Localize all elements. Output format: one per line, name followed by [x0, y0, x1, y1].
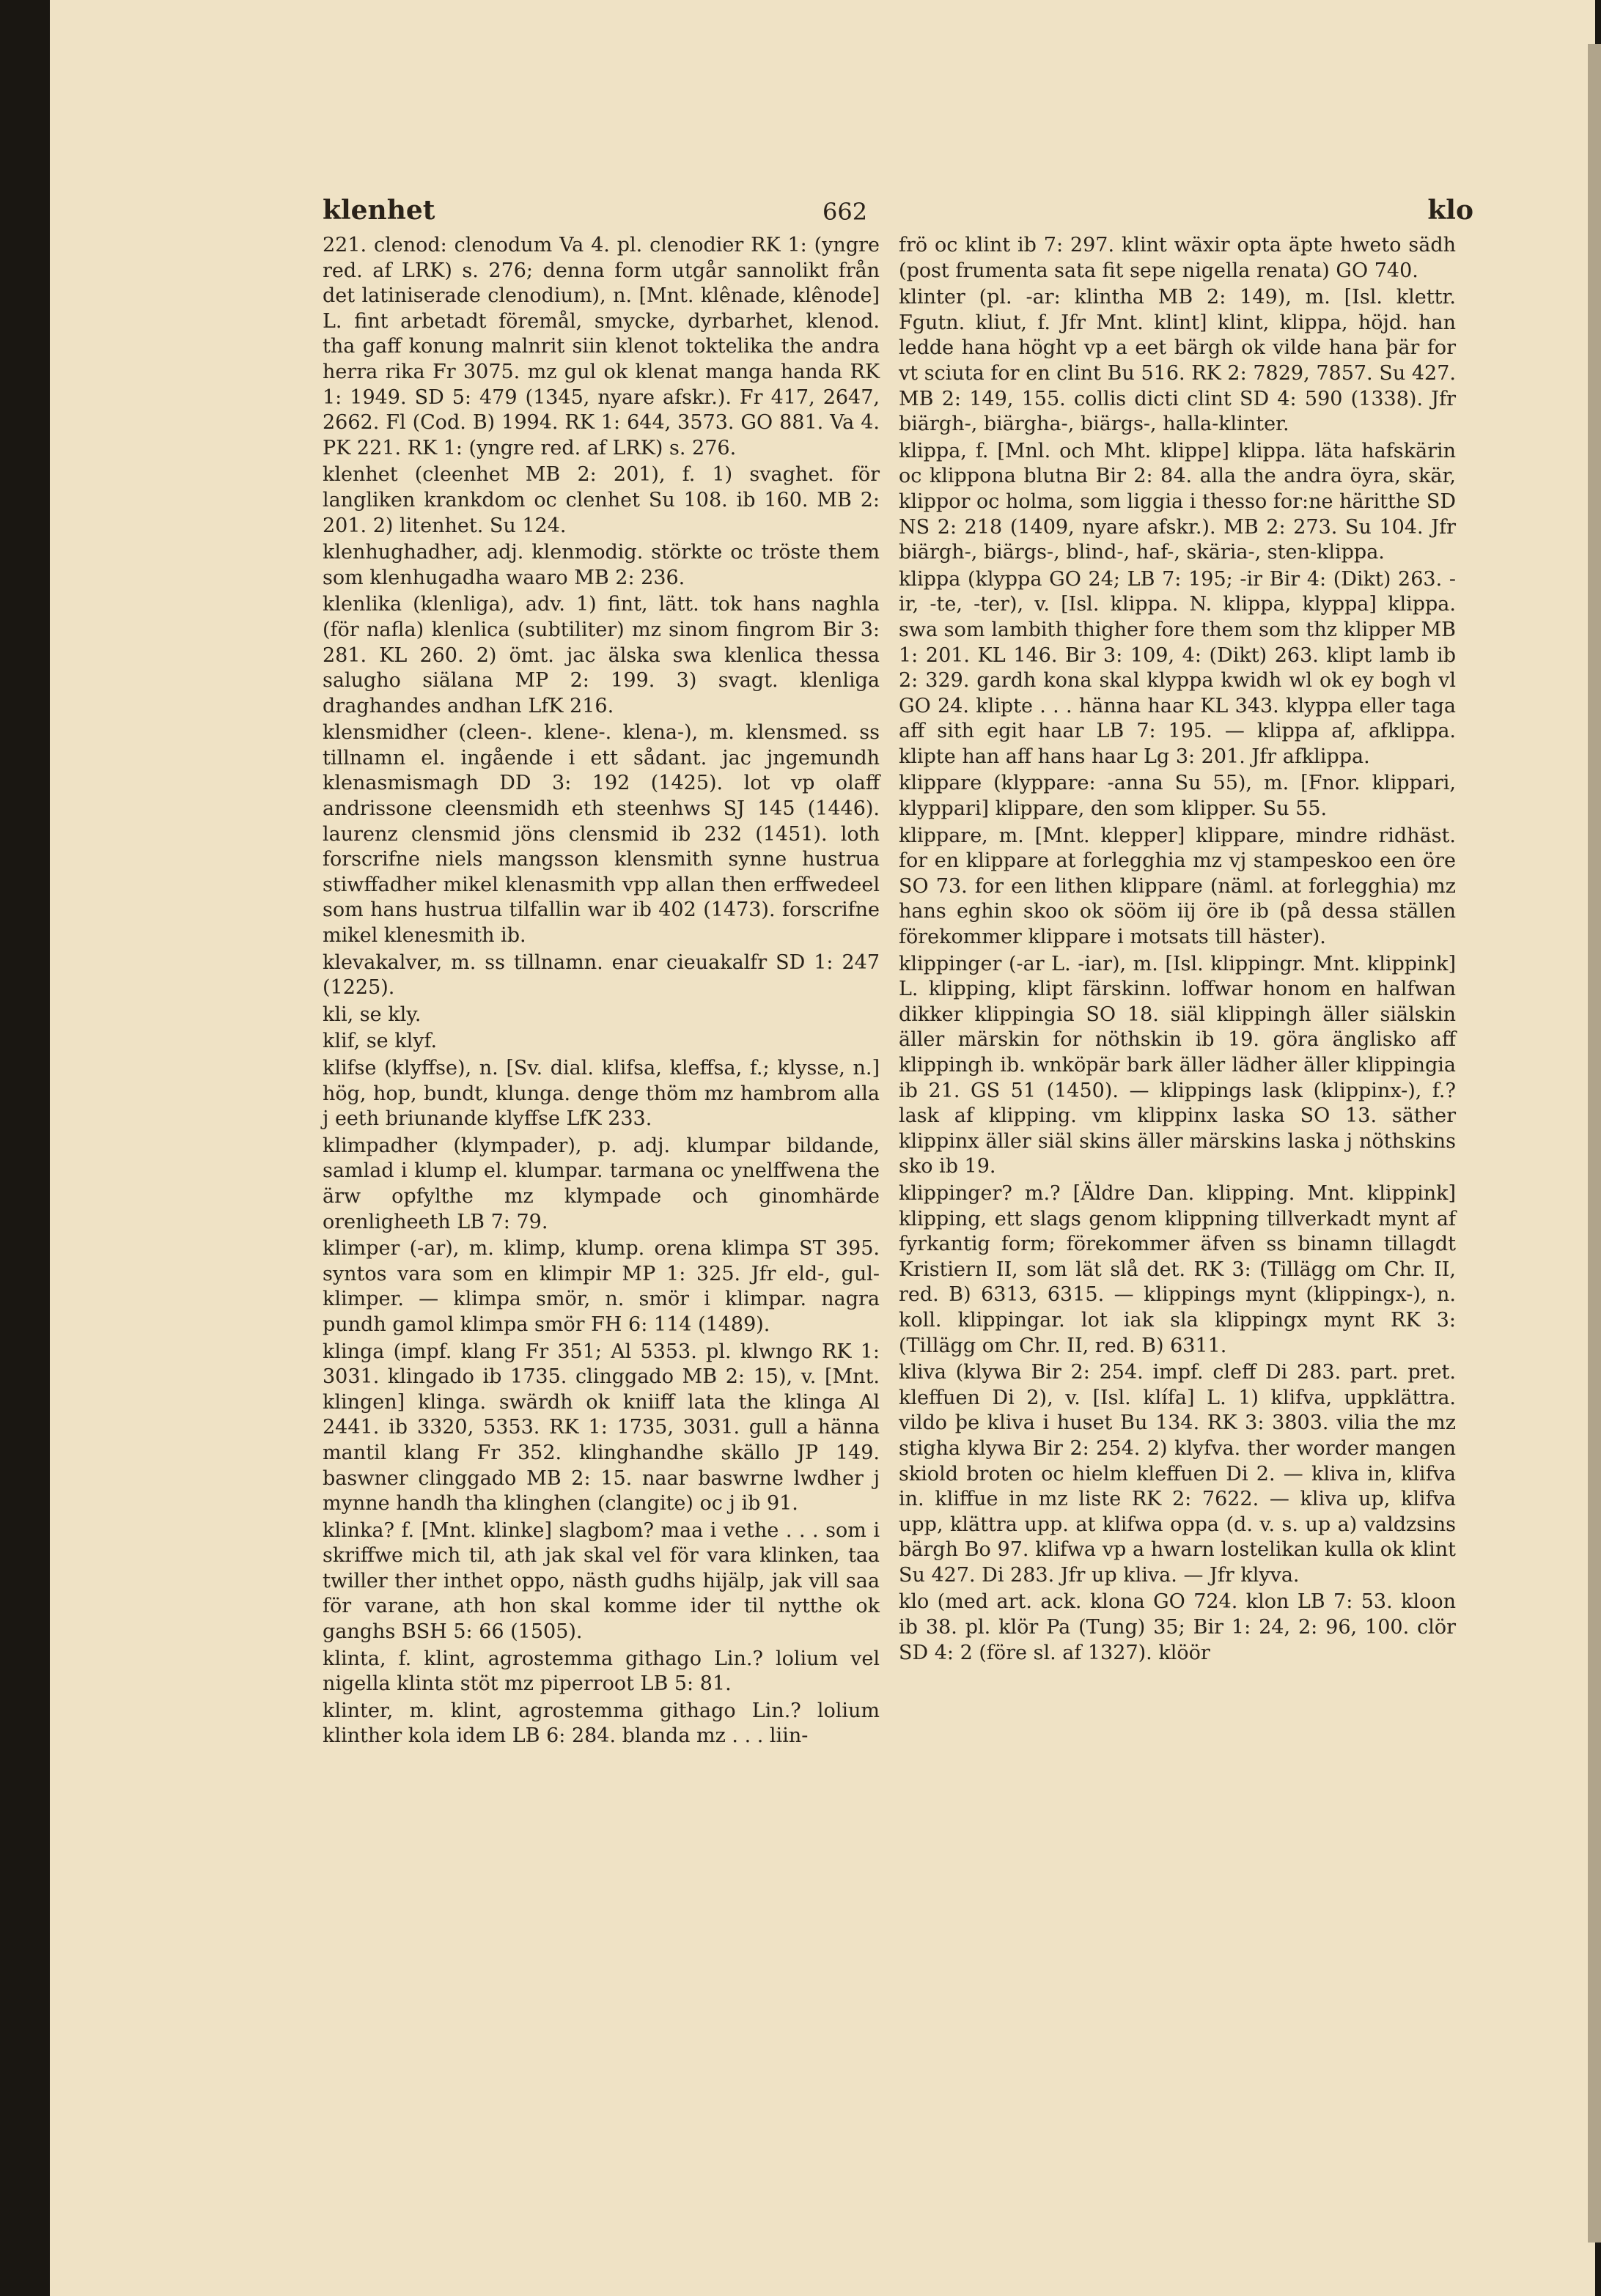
entry-klinga: klinga (impf. klang Fr 351; Al 5353. pl. klwngo RK 1: 3031. klingado ib 1735. clinggado MB 2: 15), v. [Mnt. klingen] klinga. swärdh ok kniiff lata the klinga Al 2441. ib 3320, 5353. RK 1: 1735, 3031. gull a hänna mantil klang Fr 352. klinghandhe skällo JP 149. baswner clinggado MB 2: 15. naar baswrne lwdher j mynne handh tha klinghen (clangite) oc j ib 91. [323, 1340, 880, 1516]
entry-klippare-1: klippare (klyppare: -anna Su 55), m. [Fnor. klippari, klyppari] klippare, den som klipper. Su 55. [899, 772, 1456, 821]
entry-klinta: klinta, f. klint, agrostemma githago Lin.? lolium vel nigella klinta stöt mz piperroot LB 5: 81. [323, 1647, 880, 1696]
right-column [899, 233, 1456, 1666]
entry-klippinger-1: klippinger (-ar L. -iar), m. [Isl. klippingr. Mnt. klippink] L. klipping, klipt färskinn. loffwar honom en halfwan dikker klippingia SO 18. siäl klippingh äller siälskin äller märskin for nöthskin ib 19. göra änglisko aff klippingh ib. wnköpär bark äller lädher äller klippingia ib 21. GS 51 (1450). — klippings lask (klippinx-), f.? lask af klipping. vm klippinx laska SO 13. säther klippinx äller siäl skins äller märskins laska j nöthskins sko ib 19. [899, 952, 1456, 1178]
header-right-word: klo [1427, 195, 1473, 226]
entry-klensmidher: klensmidher (cleen-. klene-. klena-), m. klensmed. ss tillnamn el. ingående i ett sådant. jac jngemundh klenasmismagh DD 3: 192 (1425). lot vp olaff andrissone cleensmidh eth steenhws SJ 145 (1446). laurenz clensmid jöns clensmid ib 232 (1451). loth forscrifne niels mangsson klensmith synne hustrua stiwffadher mikel klenasmith vpp allan then erffwedeel som hans hustrua tilfallin war ib 402 (1473). forscrifne mikel klenesmith ib. [323, 721, 880, 948]
entry-klimper: klimper (-ar), m. klimp, klump. orena klimpa ST 395. syntos vara som en klimpir MP 1: 325. Jfr eld-, gul-klimper. — klimpa smör, n. smör i klimpar. nagra pundh gamol klimpa smör FH 6: 114 (1489). [323, 1237, 880, 1336]
page-gutter [1588, 44, 1601, 2243]
entry-klinter: klinter, m. klint, agrostemma githago Lin.? lolium klinther kola idem LB 6: 284. blanda mz . . . liin- [323, 1699, 880, 1748]
entry-kli: kli, se kly. [323, 1003, 422, 1026]
entry-klippa-f: klippa, f. [Mnl. och Mht. klippe] klippa. läta hafskärin oc klippona blutna Bir 2: 84. alla the andra öyra, skär, klippor oc holma, som liggia i thesso for:ne häritthe SD NS 2: 218 (1409, nyare afskr.). MB 2: 273. Su 104. Jfr biärgh-, biärgs-, blind-, haf-, skäria-, sten-klippa. [899, 439, 1456, 564]
entry-klif: klif, se klyf. [323, 1030, 438, 1053]
entry-klippinger-2: klippinger? m.? [Äldre Dan. klipping. Mnt. klippink] klipping, ett slags genom klippning tillverkadt mynt af fyrkantig form; förekommer äfven ss binamn tillagdt Kristiern II, som lät slå det. RK 3: (Tillägg om Chr. II, red. B) 6313, 6315. — klippings mynt (klippingx-), n. koll. klippingar. lot iak sla klippingx mynt RK 3: (Tillägg om Chr. II, red. B) 6311. [899, 1181, 1456, 1357]
entry-klinter-2: klinter (pl. -ar: klintha MB 2: 149), m. [Isl. klettr. Fgutn. kliut, f. Jfr Mnt. klint] klint, klippa, höjd. han ledde hana höght vp a eet bärgh ok vilde hana þär for vt sciuta for en clint Bu 516. RK 2: 7829, 7857. Su 427. MB 2: 149, 155. collis dicti clint SD 4: 590 (1338). Jfr biärgh-, biärgha-, biärgs-, halla-klinter. [899, 286, 1456, 436]
entry-klenhet: klenhet (cleenhet MB 2: 201), f. 1) svaghet. för langliken krankdom oc clenhet Su 108. ib 160. MB 2: 201. 2) litenhet. Su 124. [323, 463, 880, 537]
entry-klenhughadher: klenhughadher, adj. klenmodig. störkte oc tröste them som klenhugadha waaro MB 2: 236. [323, 541, 880, 589]
entry-klimpadher: klimpadher (klympader), p. adj. klumpar bildande, samlad i klump el. klumpar. tarmana oc ynelffwena the ärw opfylthe mz klympade och ginomhärde orenligheeth LB 7: 79. [323, 1134, 880, 1233]
page-number: 662 [822, 198, 868, 226]
entry-clenod-cont: 221. clenod: clenodum Va 4. pl. clenodier RK 1: (yngre red. af LRK) s. 276; denna form utgår sannolikt från det latiniserade clenodium), n. [Mnt. klênade, klênode] L. fint arbetadt föremål, smycke, dyrbarhet, klenod. tha gaff konung malnrit siin klenot toktelika the andra herra rika Fr 3075. mz gul ok klenat manga handa RK 1: 1949. SD 5: 479 (1345, nyare afskr.). Fr 417, 2647, 2662. Fl (Cod. B) 1994. RK 1: 644, 3573. GO 881. Va 4. PK 221. RK 1: (yngre red. af LRK) s. 276. [323, 234, 880, 459]
entry-klinter-cont: frö oc klint ib 7: 297. klint wäxir opta äpte hweto sädh (post frumenta sata fit sepe nigella renata) GO 740. [899, 234, 1456, 282]
running-header [323, 195, 1473, 239]
entry-klenlika: klenlika (klenliga), adv. 1) fint, lätt. tok hans naghla (för nafla) klenlica (subtiliter) mz sinom fingrom Bir 3: 281. KL 260. 2) ömt. jac älska swa klenlica thessa salugho siälana MP 2: 199. 3) svagt. klenliga draghandes andhan LfK 216. [323, 593, 880, 717]
entry-klo: klo (med art. ack. klona GO 724. klon LB 7: 53. kloon ib 38. pl. klör Pa (Tung) 35; Bir 1: 24, 2: 96, 100. clör SD 4: 2 (före sl. af 1327). klöör [899, 1590, 1456, 1664]
entry-klippa-v: klippa (klyppa GO 24; LB 7: 195; -ir Bir 4: (Dikt) 263. -ir, -te, -ter), v. [Isl. klippa. N. klippa, klyppa] klippa. swa som lambith thigher fore them som thz klipper MB 1: 201. KL 146. Bir 3: 109, 4: (Dikt) 263. klipt lamb ib 2: 329. gardh kona skal klyppa kwidh wl ok ey bogh vl GO 24. klipte . . . hänna haar KL 343. klyppa eller taga aff sith egit haar LB 7: 195. — klippa af, afklippa. klipte han aff hans haar Lg 3: 201. Jfr afklippa. [899, 567, 1456, 768]
left-column [323, 233, 880, 1749]
entry-klippare-2: klippare, m. [Mnt. klepper] klippare, mindre ridhäst. for en klippare at forlegghia mz vj stampeskoo een öre SO 73. for een lithen klippare (näml. at forlegghia) mz hans eghin skoo ok sööm iij öre ib (på dessa ställen förekommer klippare i motsats till häster). [899, 824, 1456, 949]
entry-klevakalver: klevakalver, m. ss tillnamn. enar cieuakalfr SD 1: 247 (1225). [323, 950, 880, 1000]
entry-kliva: kliva (klywa Bir 2: 254. impf. cleff Di 283. part. pret. kleffuen Di 2), v. [Isl. klífa] L. 1) klifva, uppklättra. vildo þe kliva i huset Bu 134. RK 3: 3803. vilia the mz stigha klywa Bir 2: 254. 2) klyfva. ther worder mangen skiold broten oc hielm kleffuen Di 2. — kliva in, klifva in. kliffue in mz liste RK 2: 7622. — kliva up, klifva upp, klättra upp. at klifwa oppa (d. v. s. up a) valdzsins bärgh Bo 97. klifwa vp a hwarn lostelikan kulla ok klint Su 427. Di 283. Jfr up kliva. — Jfr klyva. [899, 1361, 1456, 1587]
header-left-word: klenhet [323, 195, 435, 226]
entry-klifse: klifse (klyffse), n. [Sv. dial. klifsa, kleffsa, f.; klysse, n.] hög, hop, bundt, klunga. denge thöm mz hambrom alla j eeth briunande klyffse LfK 233. [323, 1057, 880, 1131]
entry-klinka: klinka? f. [Mnt. klinke] slagbom? maa i vethe . . . som i skriffwe mich til, ath jak skal vel för vara klinken, taa twiller ther inthet oppo, nästh gudhs hijälp, jak vill saa för varane, ath hon skal komme ider til nytthe ok ganghs BSH 5: 66 (1505). [323, 1518, 880, 1644]
